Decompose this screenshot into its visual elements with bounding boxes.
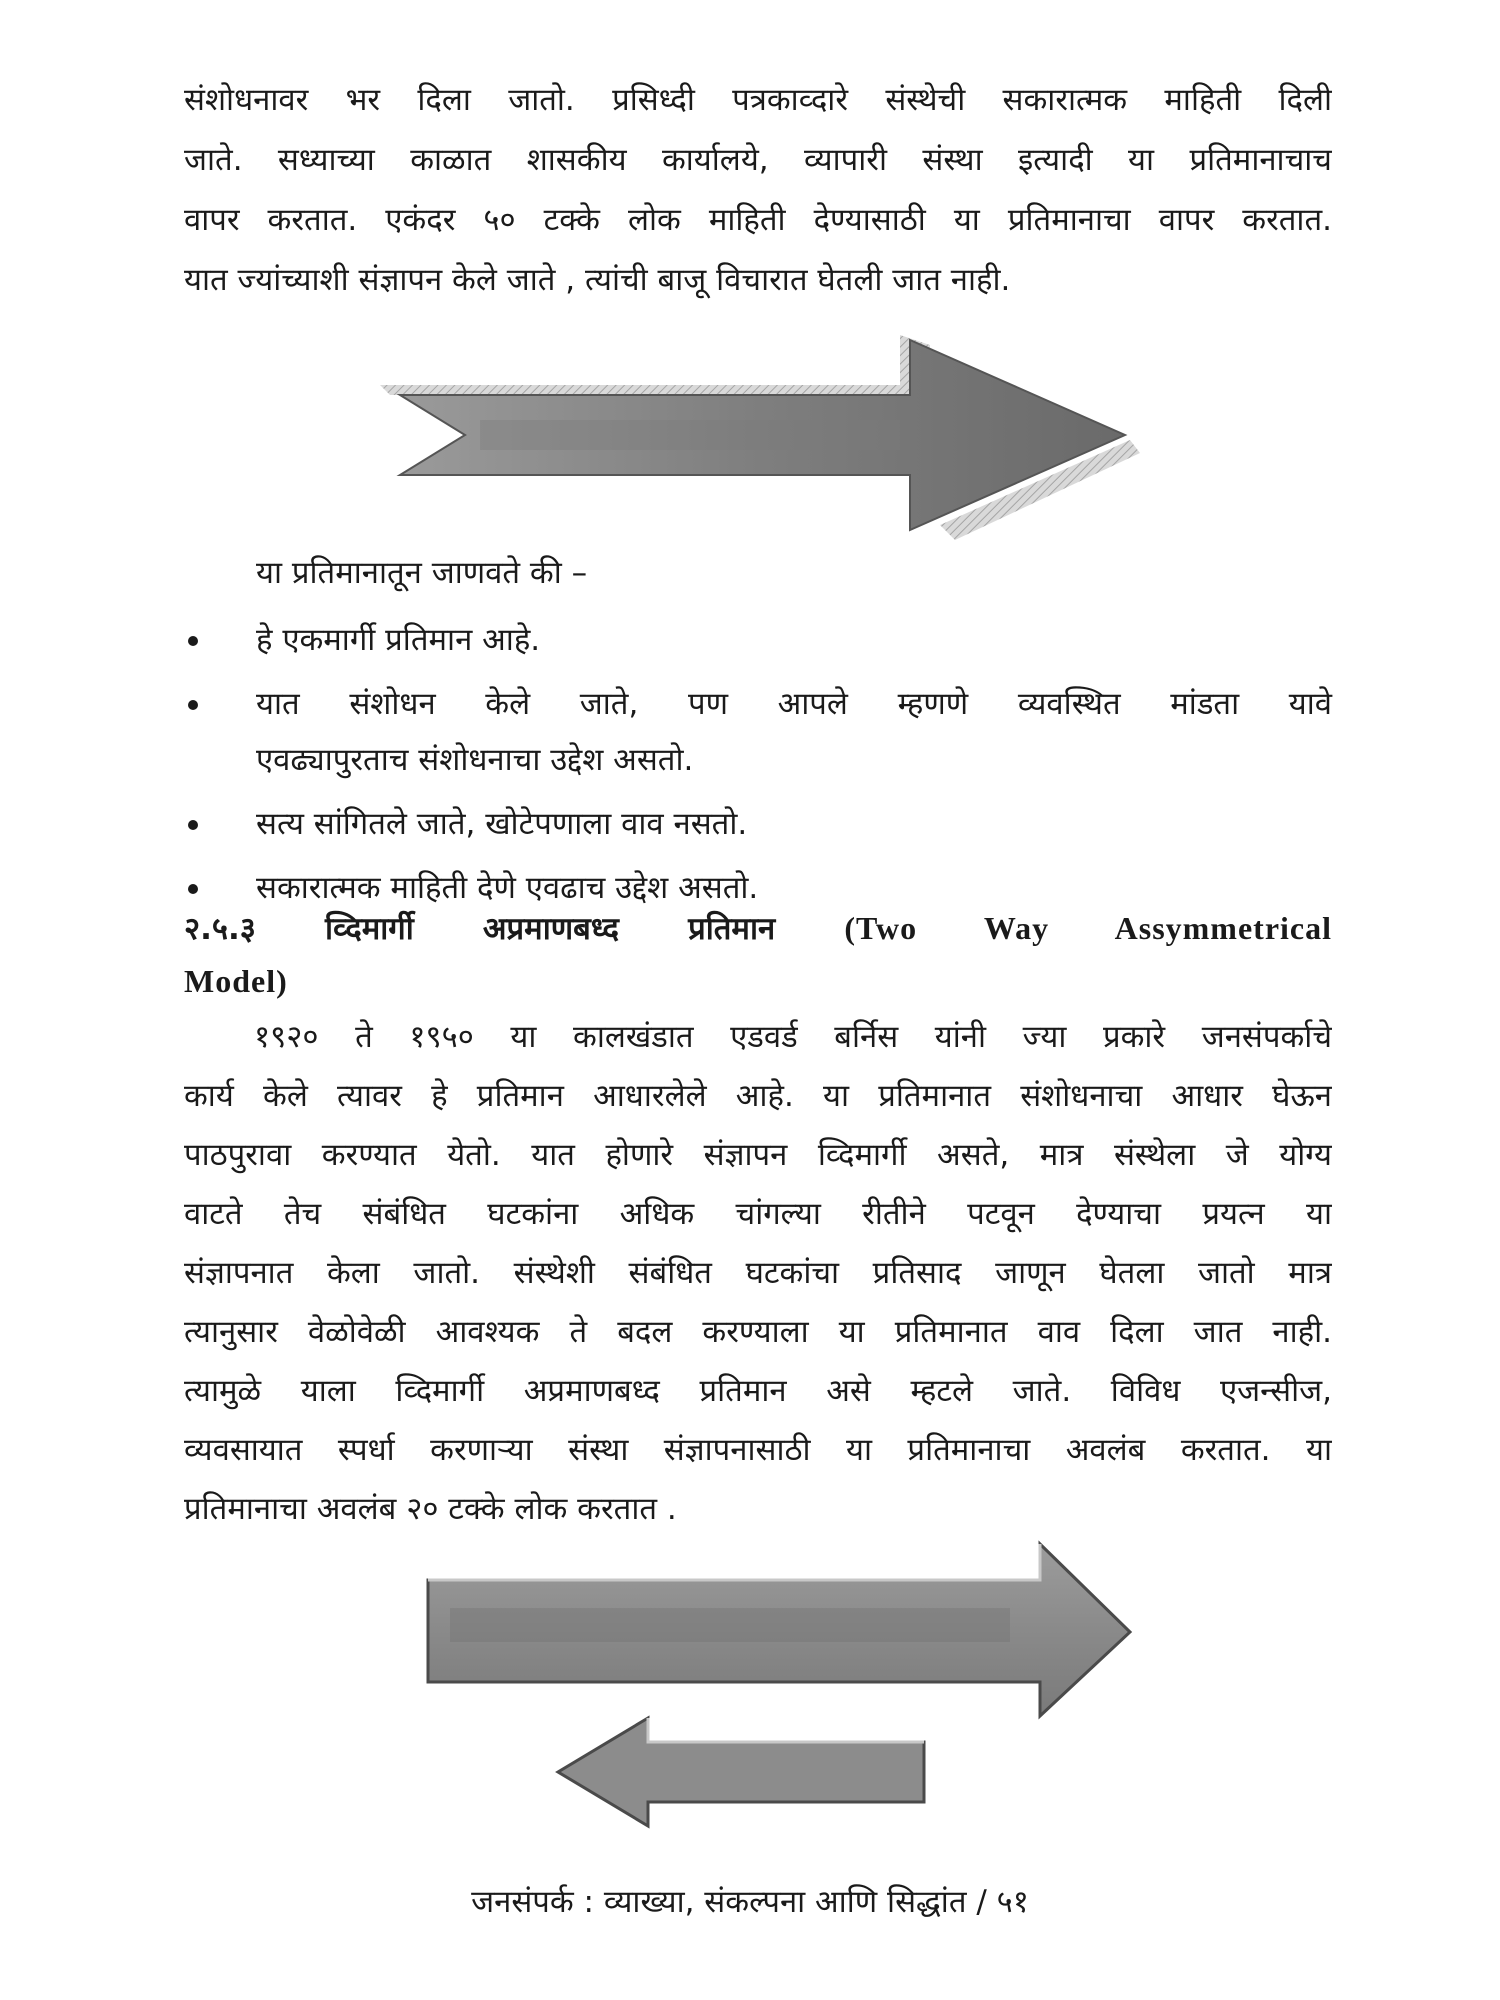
paragraph-line: प्रतिमानाचा अवलंब २० टक्के लोक करतात . <box>184 1491 677 1527</box>
paragraph-line: त्यानुसार वेळोवेळी आवश्यक ते बदल करण्याला या प्रतिमानात वाव दिला जात नाही. <box>184 1314 1332 1350</box>
arrow-shadow-edge <box>380 335 930 395</box>
list-item-text: सत्य सांगितले जाते, खोटेपणाला वाव नसतो. <box>256 806 748 842</box>
bullet-icon <box>188 636 198 646</box>
paragraph-line: १९२० ते १९५० या कालखंडात एडवर्ड बर्निस यांनी ज्या प्रकारे जनसंपर्काचे <box>254 1019 1332 1055</box>
paragraph-line: जाते. सध्याच्या काळात शासकीय कार्यालये, व्यापारी संस्था इत्यादी या प्रतिमानाचाच <box>184 142 1332 178</box>
paragraph-line: कार्य केले त्यावर हे प्रतिमान आधारलेले आहे. या प्रतिमानात संशोधनाचा आधार घेऊन <box>184 1078 1332 1114</box>
bullet-icon <box>188 700 198 710</box>
list-item <box>184 612 1332 668</box>
paragraph-line: त्यामुळे याला व्दिमार्गी अप्रमाणबध्द प्रतिमान असे म्हटले जाते. विविध एजन्सीज, <box>184 1373 1332 1409</box>
list-item-text: हे एकमार्गी प्रतिमान आहे. <box>256 622 541 658</box>
paragraph-line: यात ज्यांच्याशी संज्ञापन केले जाते , त्यांची बाजू विचारात घेतली जात नाही. <box>184 262 1011 298</box>
arrow-body <box>558 1718 924 1826</box>
bullet-icon <box>188 820 198 830</box>
paragraph-one-way-model <box>184 70 1332 310</box>
section-title-english-cont: Model) <box>184 963 288 999</box>
section-title: व्दिमार्गी अप्रमाणबध्द प्रतिमान <box>325 911 776 947</box>
characteristics-list <box>184 612 1332 924</box>
one-way-arrow-figure <box>370 325 1150 545</box>
paragraph-line: वापर करतात. एकंदर ५० टक्के लोक माहिती देण्यासाठी या प्रतिमानाचा वापर करतात. <box>184 202 1332 238</box>
section-number: २.५.३ <box>184 911 256 947</box>
list-item-text: एवढ्यापुरताच संशोधनाचा उद्देश असतो. <box>256 742 694 778</box>
list-item-text: यात संशोधन केले जाते, पण आपले म्हणणे व्यवस्थित मांडता यावे <box>256 686 1332 722</box>
paragraph-line: व्यवसायात स्पर्धा करणाऱ्या संस्था संज्ञापनासाठी या प्रतिमानाचा अवलंब करतात. या <box>184 1432 1332 1468</box>
page-footer: जनसंपर्क : व्याख्या, संकल्पना आणि सिद्धांत / ५१ <box>471 1884 1029 1920</box>
list-intro: या प्रतिमानातून जाणवते की – <box>256 555 588 591</box>
list-item-text: सकारात्मक माहिती देणे एवढाच उद्देश असतो. <box>256 870 759 906</box>
paragraph-line: पाठपुरावा करण्यात येतो. यात होणारे संज्ञापन व्दिमार्गी असते, मात्र संस्थेला जे योग्य <box>184 1137 1332 1173</box>
list-item <box>184 676 1332 788</box>
right-arrow-figure <box>420 1540 1140 1720</box>
paragraph-line: संज्ञापनात केला जातो. संस्थेशी संबंधित घटकांचा प्रतिसाद जाणून घेतला जातो मात्र <box>184 1255 1332 1291</box>
section-heading <box>184 902 1332 1008</box>
list-item <box>184 796 1332 852</box>
bullet-icon <box>188 884 198 894</box>
paragraph-line: वाटते तेच संबंधित घटकांना अधिक चांगल्या रीतीने पटवून देण्याचा प्रयत्न या <box>184 1196 1332 1232</box>
left-arrow-figure <box>552 1714 932 1834</box>
paragraph-two-way-model <box>184 1008 1332 1539</box>
section-title-english: (Two Way Assymmetrical <box>844 910 1332 946</box>
paragraph-line: संशोधनावर भर दिला जातो. प्रसिध्दी पत्रकाव्दारे संस्थेची सकारात्मक माहिती दिली <box>184 82 1332 118</box>
